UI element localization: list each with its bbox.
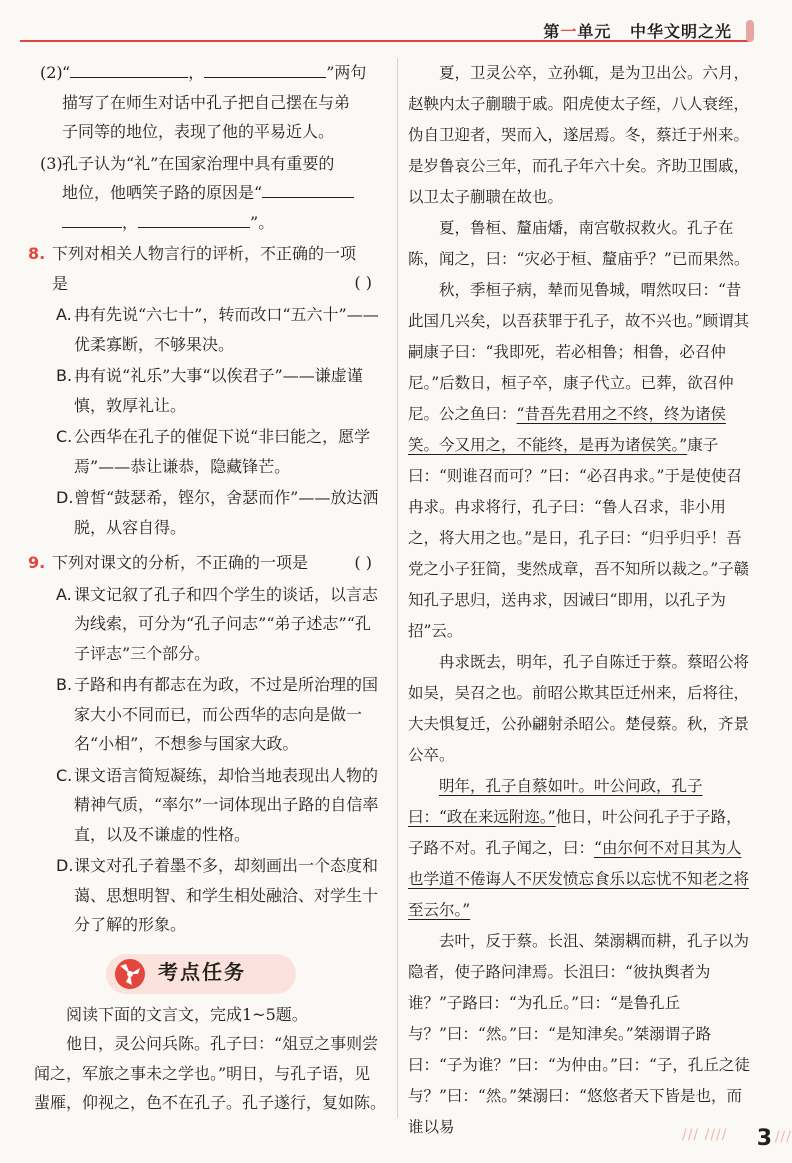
reading-instruction: 阅读下面的文言文，完成1~5题。 bbox=[66, 1004, 308, 1024]
answer-blank[interactable] bbox=[262, 181, 354, 198]
option-letter: A. bbox=[56, 305, 72, 324]
option-d[interactable] bbox=[52, 851, 386, 940]
option-list bbox=[52, 580, 386, 940]
option-letter: B. bbox=[56, 675, 73, 694]
reading-paragraph: 去叶，反于蔡。长沮、桀溺耦而耕，孔子以为隐者，使子路问津焉。长沮曰：“彼执舆者为谁？”子路曰：“为孔丘。”曰：“是鲁孔丘与？”曰：“然。”曰：“是知津矣。”桀溺谓子路曰：“子为谁？”曰：“为仲由。”曰：“子，孔丘之徒与？”曰：“然。”桀溺曰：“悠悠者天下皆是也，而谁以易 bbox=[408, 932, 750, 1136]
option-b[interactable] bbox=[52, 670, 386, 759]
right-column bbox=[408, 58, 752, 1143]
page-number: 3 bbox=[756, 1126, 772, 1151]
option-letter: B. bbox=[56, 366, 73, 385]
footer-decoration: /// bbox=[774, 1129, 792, 1145]
option-c[interactable] bbox=[52, 422, 386, 481]
question-9 bbox=[28, 548, 386, 940]
question-number: 8. bbox=[28, 244, 46, 263]
column-divider bbox=[397, 58, 398, 1118]
sub-tag: (2) bbox=[40, 63, 63, 82]
answer-blank[interactable] bbox=[138, 211, 250, 228]
footer-decoration: /// //// bbox=[682, 1127, 728, 1143]
reading-paragraph: 冉求既去，明年，孔子自陈迁于蔡。蔡昭公将如吴，吴召之也。前昭公欺其臣迁州来，后将往，大夫惧复迁，公孙翩射杀昭公。楚侵蔡。秋，齐景公卒。 bbox=[408, 653, 750, 764]
unit-title: 中华文明之光 bbox=[629, 22, 732, 41]
section-title: 考点任务 bbox=[158, 959, 246, 984]
option-list bbox=[52, 300, 386, 542]
option-text: 课文语言简短凝练，却恰当地表现出人物的精神气质，“率尔”一词体现出子路的自信率直，以及不谦虚的性格。 bbox=[74, 765, 379, 844]
option-c[interactable] bbox=[52, 761, 386, 850]
question-stem: 下列对课文的分析，不正确的一项是 bbox=[52, 553, 309, 572]
reading-paragraph: 夏，卫灵公卒，立孙辄，是为卫出公。六月，赵鞅内太子蒯聩于戚。阳虎使太子绖，八人衰绖，伪自卫迎者，哭而入，遂居焉。冬，蔡迁于州来。是岁鲁哀公三年，而孔子年六十矣。齐助卫围戚，以卫太子蒯聩在故也。 bbox=[408, 64, 750, 206]
option-letter: D. bbox=[56, 856, 74, 875]
question-8: 8. 下列对相关人物言行的评析，不正确的一项 是 ( ) A. 冉有先说“六七十”，转而改口“五六十”——优柔寡断，不够果决。 B. 冉有说“礼乐”大事“以俟君子”——谦虚谨慎，敦厚礼让。 C. 公西华在孔子的催促下说“非曰能之，愿学焉”——恭让谦恭，隐藏锋芒。 D. 曾皙“鼓瑟希，铿尔，舍瑟而作”——放达洒脱，从容自得。 bbox=[34, 239, 386, 542]
option-text: 公西华在孔子的催促下说“非曰能之，愿学焉”——恭让谦恭，隐藏锋芒。 bbox=[74, 427, 371, 476]
option-a[interactable] bbox=[52, 300, 386, 359]
option-text: 课文记叙了孔子和四个学生的谈话，以言志为线索，可分为“孔子问志”“弟子述志”“孔子评志”三个部分。 bbox=[74, 584, 379, 663]
underlined-sentence: 明年，孔子自蔡如叶。叶公问政，孔子曰：“政在来远附迩。” bbox=[408, 777, 703, 826]
left-column bbox=[28, 58, 387, 1118]
answer-paren[interactable]: ( ) bbox=[354, 273, 372, 292]
header-title bbox=[543, 19, 732, 42]
option-text: 冉有说“礼乐”大事“以俟君子”——谦虚谨慎，敦厚礼让。 bbox=[74, 366, 363, 415]
option-letter: C. bbox=[56, 765, 73, 785]
answer-blank[interactable] bbox=[62, 211, 122, 228]
option-letter: A. bbox=[56, 584, 72, 604]
answer-paren[interactable]: ( ) bbox=[354, 553, 372, 572]
option-letter: C. bbox=[56, 427, 73, 446]
option-a[interactable] bbox=[52, 580, 386, 669]
question-7-3: (3) 孔子认为“礼”在国家治理中具有重要的 地位，他哂笑子路的原因是“ ， ”。 bbox=[34, 149, 386, 238]
pinwheel-icon bbox=[112, 958, 148, 990]
option-text: 子路和冉有都志在为政，不过是所治理的国家大小不同而已，而公西华的志向是做一名“小相”，不想参与国家大政。 bbox=[74, 675, 379, 753]
reading-paragraph: 明年，孔子自蔡如叶。叶公问政，孔子曰：“政在来远附迩。”他日，叶公问孔子于子路，子路不对。孔子闻之，曰：“由尔何不对日其为人也学道不倦诲人不厌发愤忘食乐以忘忧不知老之将至云尔。” bbox=[408, 777, 750, 919]
option-text: 曾皙“鼓瑟希，铿尔，舍瑟而作”——放达洒脱，从容自得。 bbox=[74, 488, 379, 537]
sub-tag: (3) bbox=[40, 153, 63, 173]
question-stem: 下列对相关人物言行的评析，不正确的一项 bbox=[52, 244, 357, 263]
option-b[interactable] bbox=[52, 361, 386, 420]
reading-paragraph: 秋，季桓子病，辇而见鲁城，喟然叹曰：“昔此国几兴矣，以吾获罪于孔子，故不兴也。”顾谓其嗣康子曰：“我即死，若必相鲁；相鲁，必召仲尼。”后数日，桓子卒，康子代立。已葬，欲召仲尼。公之鱼曰：“昔吾先君用之不终，终为诸侯笑。今又用之，不能终，是再为诸侯笑。”康子曰：“则谁召而可？”曰：“必召冉求。”于是使使召冉求。冉求将行，孔子曰：“鲁人召求，非小用之，将大用之也。”是日，孔子曰：“归乎归乎！吾党之小子狂简，斐然成章，吾不知所以裁之。”子赣知孔子思归，送冉求，因诫曰“即用，以孔子为招”云。 bbox=[408, 281, 750, 640]
answer-blank[interactable] bbox=[204, 61, 326, 78]
reading-paragraph: 夏，鲁桓、釐庙燔，南宫敬叔救火。孔子在陈，闻之，曰：“灾必于桓、釐庙乎？”已而果然。 bbox=[408, 219, 750, 268]
answer-blank[interactable] bbox=[70, 61, 188, 78]
option-text: 冉有先说“六七十”，转而改口“五六十”——优柔寡断，不够果决。 bbox=[74, 305, 379, 354]
unit-label: 第一单元 bbox=[543, 22, 612, 41]
question-7-2: (2) “ ， ”两句 描写了在师生对话中孔子把自己摆在与弟 子同等的地位，表现了他的平易近人。 bbox=[34, 58, 386, 147]
underlined-sentence: “由尔何不对日其为人也学道不倦诲人不厌发愤忘食乐以忘忧不知老之将至云尔。” bbox=[408, 839, 750, 919]
reading-paragraph: 他日，灵公问兵陈。孔子曰：“俎豆之事则尝闻之，军旅之事未之学也。”明日，与孔子语，见蜚雁，仰视之，色不在孔子。孔子遂行，复如陈。 bbox=[34, 1034, 387, 1112]
question-number: 9. bbox=[28, 553, 46, 572]
option-letter: D. bbox=[56, 488, 74, 507]
header-tab bbox=[746, 20, 754, 42]
section-heading bbox=[106, 954, 296, 994]
option-text: 课文对孔子着墨不多，却刻画出一个态度和蔼、思想明智、和学生相处融洽、对学生十分了解的形象。 bbox=[74, 856, 379, 934]
underlined-sentence: “昔吾先君用之不终，终为诸侯笑。今又用之，不能终，是再为诸侯笑。” bbox=[408, 405, 726, 454]
option-d[interactable] bbox=[52, 483, 386, 542]
